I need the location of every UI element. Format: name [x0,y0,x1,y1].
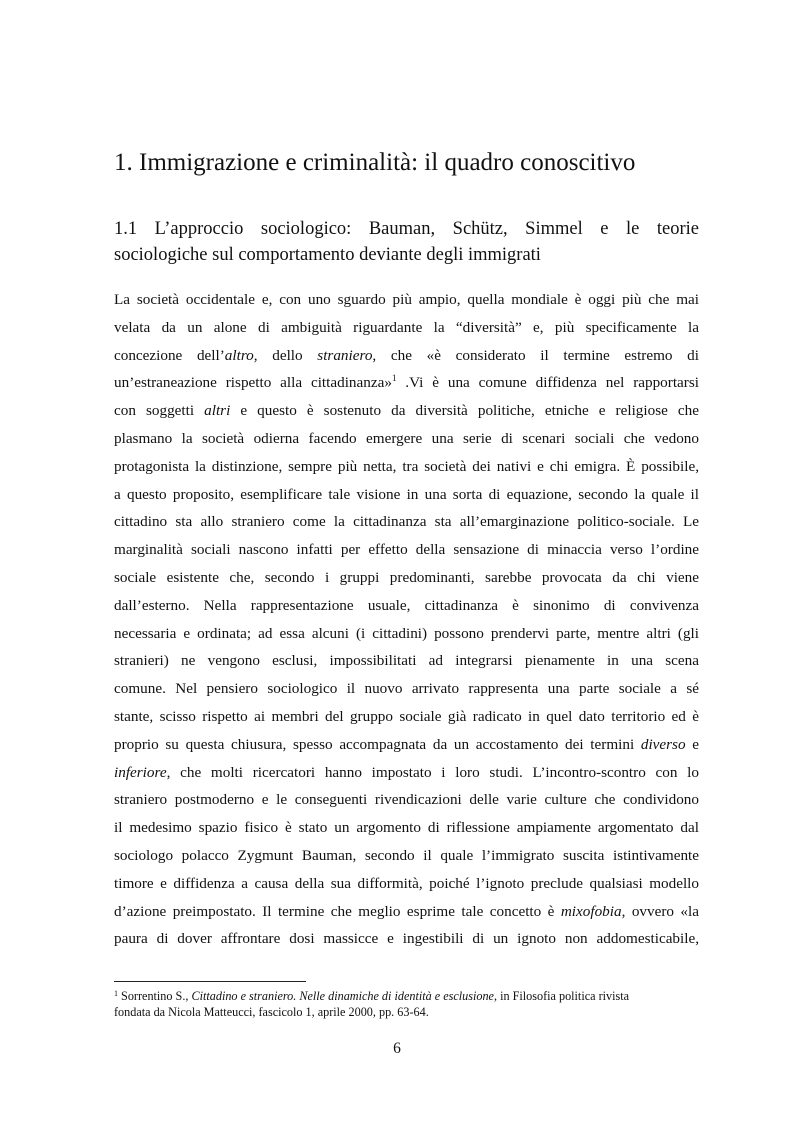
body-line-24 [114,925,699,953]
body-line-text-run: straniero postmoderno e le conseguenti rivendicazioni delle varie culture che condividono [114,791,699,809]
body-line-5 [114,397,699,425]
body-line-text-run: stranieri) ne vengono esclusi, impossibilitati ad integrarsi pienamente in una scena [114,652,699,670]
body-line-text-run: d’azione preimpostato. Il termine che meglio esprime tale concetto è [114,902,561,920]
body-line-19 [114,786,699,814]
body-line-text-run: concezione dell’ [114,346,225,364]
body-line-text-run: , dello [253,346,318,364]
body-line-23 [114,898,699,926]
body-line-text-run: a questo proposito, esemplificare tale visione in una sorta di equazione, secondo la quale il [114,485,699,503]
body-line-13 [114,620,699,648]
footnote-reference: 1 [391,373,397,384]
body-line-18 [114,759,699,787]
footnote-line-2: fondata da Nicola Matteucci, fascicolo 1, aprile 2000, pp. 63-64. [114,1005,429,1019]
body-line-text-run: il medesimo spazio fisico è stato un argomento di riflessione ampiamente argomentato dal [114,819,699,837]
body-line-text-run: stante, scisso rispetto ai membri del gruppo sociale già radicato in quel dato territorio ed è [114,707,699,725]
body-line-8 [114,481,699,509]
footnote-line-1 [114,988,699,1004]
body-line-text-run: e questo è sostenuto da diversità politiche, etniche e religiose che [230,402,699,420]
body-line-15 [114,675,699,703]
body-line-text-run: sociologo polacco Zygmunt Bauman, secondo il quale l’immigrato suscita istintivamente [114,846,699,864]
body-line-text-run: La società occidentale e, con uno sguardo più ampio, quella mondiale è oggi più che mai [114,291,699,308]
body-line-text-run: un’estraneazione rispetto alla cittadinanza» [114,374,392,392]
body-line-10 [114,536,699,564]
body-line-text-run: paura di dover affrontare dosi massicce e ingestibili di un ignoto non addomesticabile, [114,930,699,948]
body-line-text-run: .Vi è una comune diffidenza nel rapportarsi [396,374,699,392]
body-line-text-run: timore e diffidenza a causa della sua difformità, poiché l’ignoto preclude qualsiasi modello [114,874,699,892]
body-line-22 [114,870,699,898]
section-title-line-2: sociologiche sul comportamento deviante degli immigrati [114,245,541,265]
body-line-1 [114,286,699,314]
body-line-text-run: proprio su questa chiusura, spesso accompagnata da un accostamento dei termini [114,735,641,753]
body-line-text-run: protagonista la distinzione, sempre più netta, tra società dei nativi e chi emigra. È possibile, [114,457,699,475]
body-paragraph [114,286,699,953]
footnote-line-italic-run: Cittadino e straniero. Nelle dinamiche di identità e esclusione [191,989,494,1003]
chapter-title: 1. Immigrazione e criminalità: il quadro conoscitivo [114,149,636,176]
body-line-text-run: necessaria e ordinata; ad essa alcuni (i cittadini) possono prendervi parte, mentre altri (gli [114,624,699,642]
footnote-line-text-run: , in Filosofia politica rivista [493,989,630,1003]
body-line-italic-run: diverso [640,735,686,753]
section-title [114,216,699,268]
body-line-17 [114,731,699,759]
body-line-italic-run: mixofobia [560,902,622,920]
body-line-text-run: , che molti ricercatori hanno impostato i loro studi. L’incontro-scontro con lo [166,763,699,781]
body-line-12 [114,592,699,620]
footnote-marker: 1 [114,989,118,998]
body-line-text-run: sociale esistente che, secondo i gruppi predominanti, sarebbe provocata da chi viene [114,568,699,586]
footnote-separator [114,981,306,982]
body-line-italic-run: straniero [317,346,373,364]
body-line-text-run: velata da un alone di ambiguità riguardante la “diversità” e, più specificamente la [114,318,699,336]
body-line-text-run: plasmano la società odierna facendo emergere una serie di scenari sociali che vedono [114,429,699,447]
page-number: 6 [393,1040,401,1057]
body-line-16 [114,703,699,731]
body-line-6 [114,425,699,453]
body-line-italic-run: inferiore [114,763,167,781]
body-line-text-run: dall’esterno. Nella rappresentazione usuale, cittadinanza è sinonimo di convivenza [114,596,699,614]
body-line-text-run: marginalità sociali nascono infatti per effetto della sensazione di minaccia verso l’ordine [114,541,699,559]
body-line-text-run: , che «è considerato il termine estremo di [372,346,699,364]
body-line-text-run: e [685,735,699,753]
body-line-text-run: con soggetti [114,402,205,420]
footnote-line-text-run: Sorrentino S., [118,989,192,1003]
body-line-7 [114,453,699,481]
body-line-italic-run: altri [204,402,231,420]
body-line-11 [114,564,699,592]
body-line-4 [114,369,699,397]
footnote [114,988,699,1020]
body-line-text-run: cittadino sta allo straniero come la cittadinanza sta all’emarginazione politico-sociale. Le [114,513,699,531]
body-line-italic-run: altro [224,346,254,364]
body-line-21 [114,842,699,870]
body-line-3 [114,342,699,370]
body-line-text-run: , ovvero «la [621,902,699,920]
body-line-2 [114,314,699,342]
section-title-line-1: 1.1 L’approccio sociologico: Bauman, Schütz, Simmel e le teorie [114,219,699,239]
body-line-9 [114,508,699,536]
body-line-20 [114,814,699,842]
body-line-14 [114,647,699,675]
body-line-text-run: comune. Nel pensiero sociologico il nuovo arrivato rappresenta una parte sociale a sé [114,680,699,698]
